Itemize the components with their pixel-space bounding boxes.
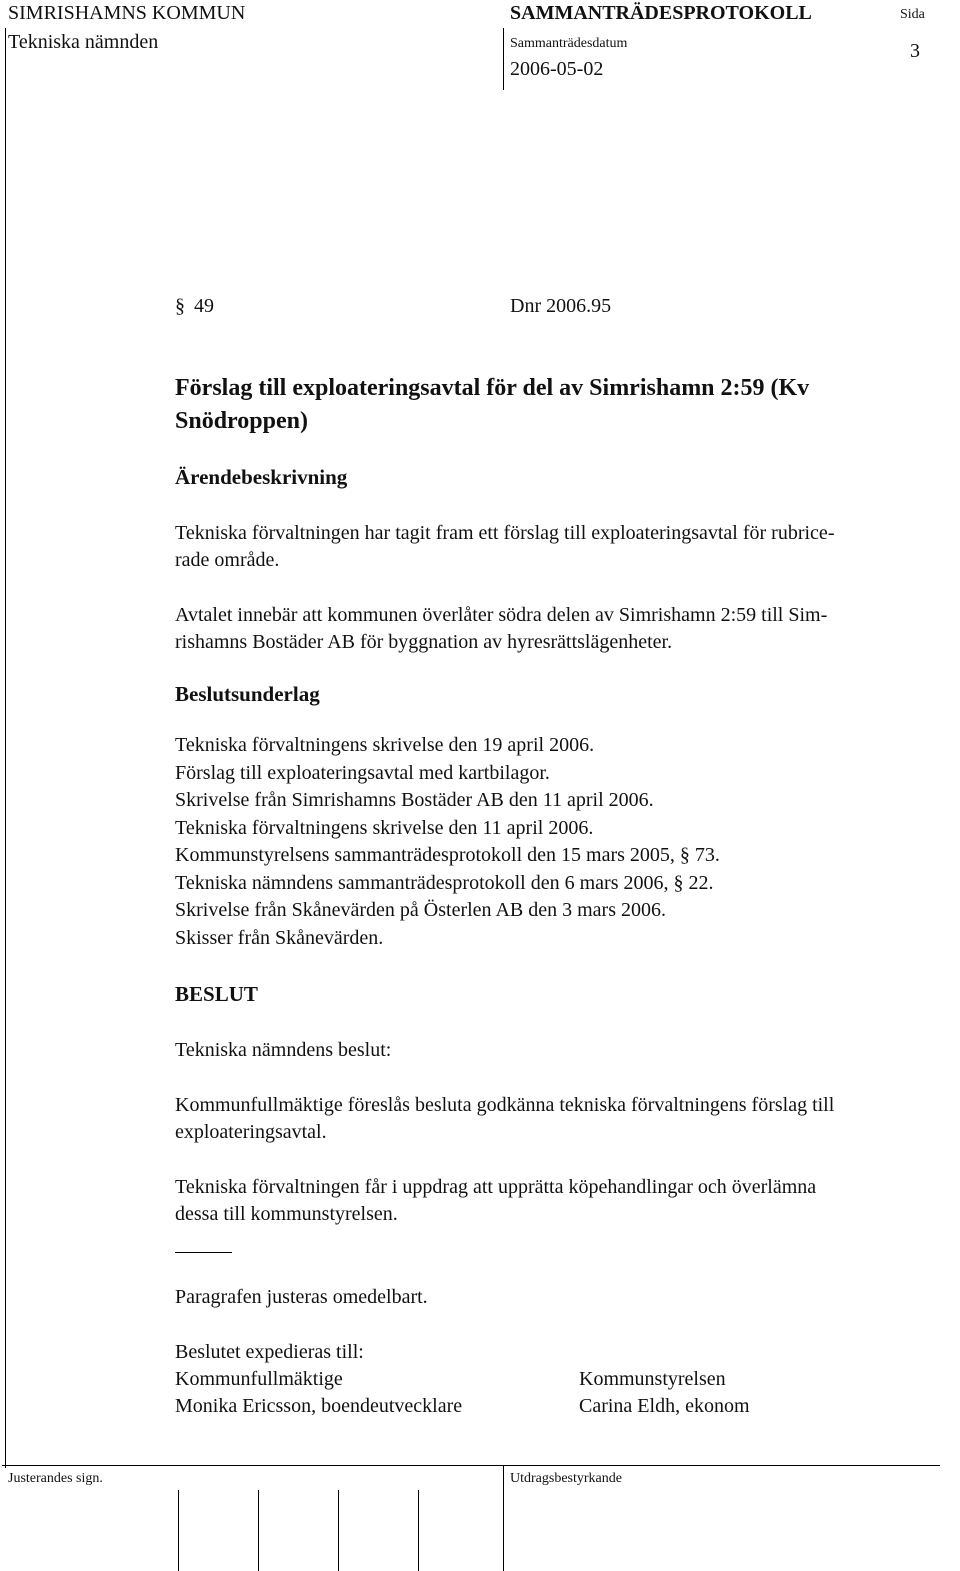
list-item: Tekniska förvaltningens skrivelse den 11 april 2006. (175, 816, 594, 839)
arendebeskrivning-heading: Ärendebeskrivning (175, 465, 348, 489)
arende-p1-line2: rade område. (175, 549, 280, 571)
signature-box-line (178, 1490, 179, 1571)
signature-box-line (258, 1490, 259, 1571)
beslut-heading: BESLUT (175, 982, 258, 1006)
justeras-note: Paragrafen justeras omedelbart. (175, 1286, 428, 1308)
dnr: Dnr 2006.95 (510, 295, 612, 317)
signature-box-line (418, 1490, 419, 1571)
document-type: SAMMANTRÄDESPROTOKOLL (510, 2, 812, 24)
beslut-intro: Tekniska nämndens beslut: (175, 1039, 392, 1061)
date-label: Sammanträdesdatum (510, 36, 628, 51)
list-item: Kommunstyrelsens sammanträdesprotokoll den 15 mars 2005, § 73. (175, 844, 720, 866)
arende-p2-line1: Avtalet innebär att kommunen överlåter södra delen av Simrishamn 2:59 till Sim- (175, 604, 828, 626)
signature-box-line (338, 1490, 339, 1571)
list-item: Skrivelse från Skånevärden på Österlen AB den 3 mars 2006. (175, 899, 666, 921)
arende-p1-line1: Tekniska förvaltningen har tagit fram ett förslag till exploateringsavtal för rubrice- (175, 522, 835, 544)
beslut-p1-line1: Kommunfullmäktige föreslås besluta godkänna tekniska förvaltningens förslag till (175, 1094, 835, 1116)
expedieras-label: Beslutet expedieras till: (175, 1341, 364, 1363)
org-name: SIMRISHAMNS KOMMUN (8, 2, 246, 24)
justerandes-sign-label: Justerandes sign. (8, 1471, 103, 1486)
footer-top-line (2, 1465, 940, 1466)
list-item: Tekniska nämndens sammanträdesprotokoll den 6 mars 2006, § 22. (175, 871, 714, 894)
recipient-left-2: Monika Ericsson, boendeutvecklare (175, 1395, 463, 1417)
beslutsunderlag-list (175, 732, 720, 952)
footer-divider (503, 1465, 504, 1571)
separator-line (175, 1252, 232, 1253)
header-divider (503, 28, 504, 90)
beslut-p2-line1: Tekniska förvaltningen får i uppdrag att upprätta köpehandlingar och överlämna (175, 1176, 817, 1198)
beslut-p1-line2: exploateringsavtal. (175, 1121, 327, 1143)
paragraph-sign: § (175, 295, 185, 317)
paragraph-number-value: 49 (194, 295, 214, 317)
recipient-left-1: Kommunfullmäktige (175, 1368, 343, 1390)
committee-name: Tekniska nämnden (8, 31, 159, 53)
case-title-line1: Förslag till exploateringsavtal för del av Simrishamn 2:59 (Kv (175, 375, 810, 401)
page-label: Sida (900, 7, 925, 22)
left-margin-line (5, 28, 6, 1468)
page-number: 3 (910, 40, 920, 62)
utdragsbestyrkande-label: Utdragsbestyrkande (510, 1471, 622, 1486)
list-item: Skrivelse från Simrishamns Bostäder AB den 11 april 2006. (175, 789, 654, 811)
list-item: Skisser från Skånevärden. (175, 926, 384, 949)
list-item: Tekniska förvaltningens skrivelse den 19 april 2006. (175, 734, 595, 756)
beslutsunderlag-heading: Beslutsunderlag (175, 682, 320, 706)
list-item: Förslag till exploateringsavtal med kartbilagor. (175, 761, 550, 784)
meeting-date: 2006-05-02 (510, 58, 604, 80)
beslut-p2-line2: dessa till kommunstyrelsen. (175, 1203, 398, 1225)
arende-p2-line2: rishamns Bostäder AB för byggnation av hyresrättslägenheter. (175, 631, 673, 653)
case-title-line2: Snödroppen) (175, 408, 308, 434)
paragraph-number (175, 293, 214, 321)
recipient-right-2: Carina Eldh, ekonom (579, 1395, 750, 1417)
recipient-right-1: Kommunstyrelsen (579, 1368, 726, 1390)
